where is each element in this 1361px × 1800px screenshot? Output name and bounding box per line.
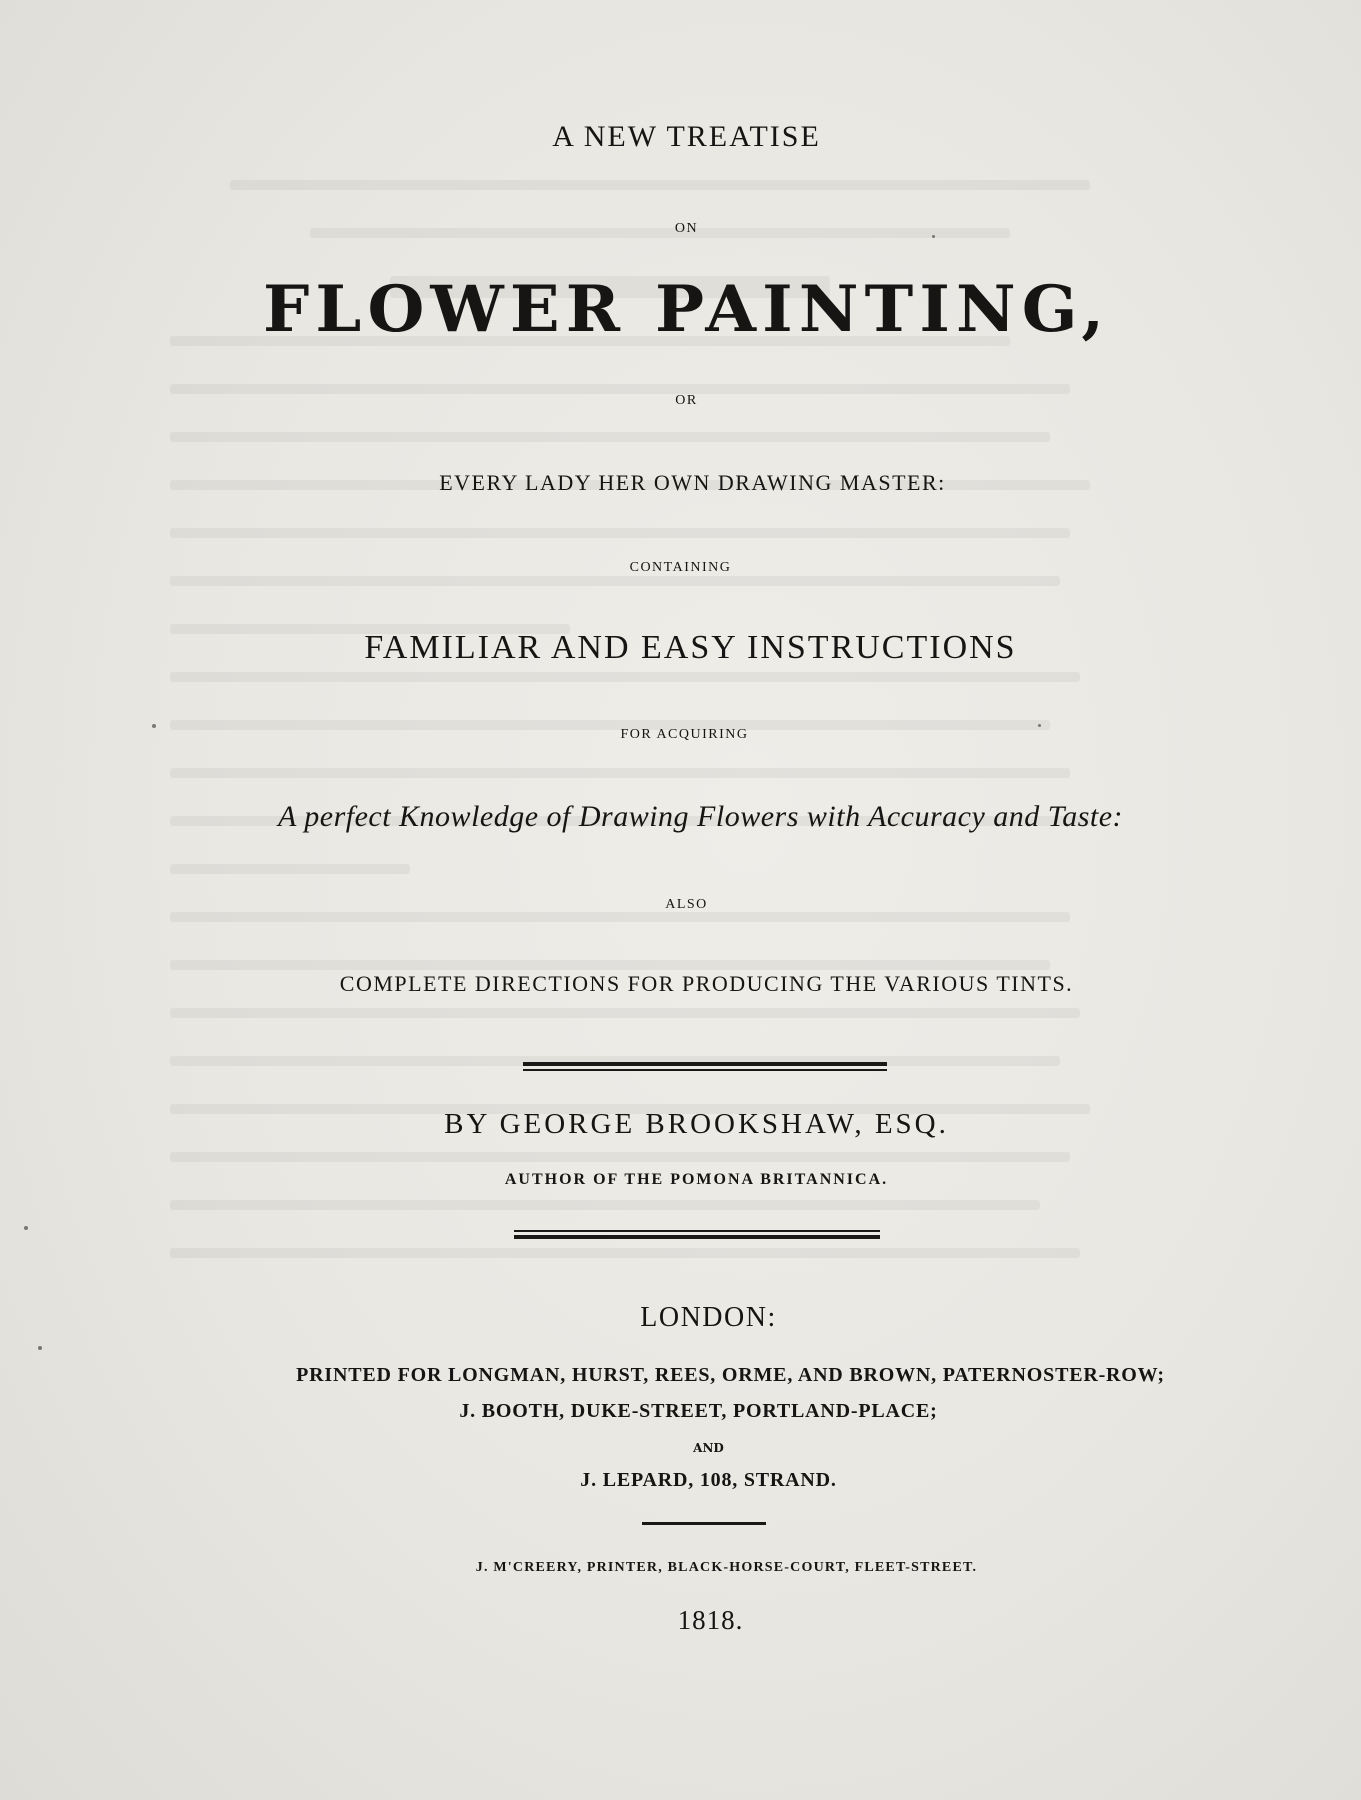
imprint-city: LONDON:: [640, 1302, 777, 1333]
treatise-heading: A NEW TREATISE: [552, 120, 821, 153]
ornamental-rule-upper-thin: [523, 1069, 887, 1071]
on-connector: ON: [674, 221, 699, 236]
short-rule: [642, 1522, 766, 1525]
knowledge-line: A perfect Knowledge of Drawing Flowers with Accuracy and Taste:: [277, 800, 1124, 833]
imprint-publishers: PRINTED FOR LONGMAN, HURST, REES, ORME, AND BROWN, PATERNOSTER-ROW;: [296, 1364, 1165, 1386]
imprint-and: AND: [693, 1441, 724, 1455]
or-connector: OR: [675, 393, 698, 408]
main-title: FLOWER PAINTING,: [262, 272, 1111, 347]
paper-speck: [38, 1346, 42, 1350]
paper-speck: [152, 724, 156, 728]
paper-speck: [932, 235, 935, 238]
containing-connector: CONTAINING: [629, 560, 732, 575]
imprint-booth: J. BOOTH, DUKE-STREET, PORTLAND-PLACE;: [459, 1400, 938, 1422]
paper-speck: [24, 1226, 28, 1230]
also-connector: ALSO: [665, 897, 708, 912]
instructions-heading: FAMILIAR AND EASY INSTRUCTIONS: [364, 629, 1017, 666]
ornamental-rule-upper-thick: [523, 1062, 887, 1066]
paper-speck: [1038, 724, 1041, 727]
ornamental-rule-lower-thick: [514, 1235, 880, 1239]
author-credential: AUTHOR OF THE POMONA BRITANNICA.: [504, 1171, 889, 1188]
directions-line: COMPLETE DIRECTIONS FOR PRODUCING THE VARIOUS TINTS.: [339, 971, 1074, 996]
imprint-lepard: J. LEPARD, 108, STRAND.: [580, 1469, 837, 1491]
alternate-title: EVERY LADY HER OWN DRAWING MASTER:: [439, 470, 946, 495]
author-byline: BY GEORGE BROOKSHAW, ESQ.: [444, 1108, 949, 1140]
for-acquiring-connector: FOR ACQUIRING: [620, 727, 749, 742]
ornamental-rule-lower-thin: [514, 1230, 880, 1232]
printer-line: J. M'CREERY, PRINTER, BLACK-HORSE-COURT, FLEET-STREET.: [475, 1560, 978, 1575]
publication-year: 1818.: [677, 1605, 744, 1635]
